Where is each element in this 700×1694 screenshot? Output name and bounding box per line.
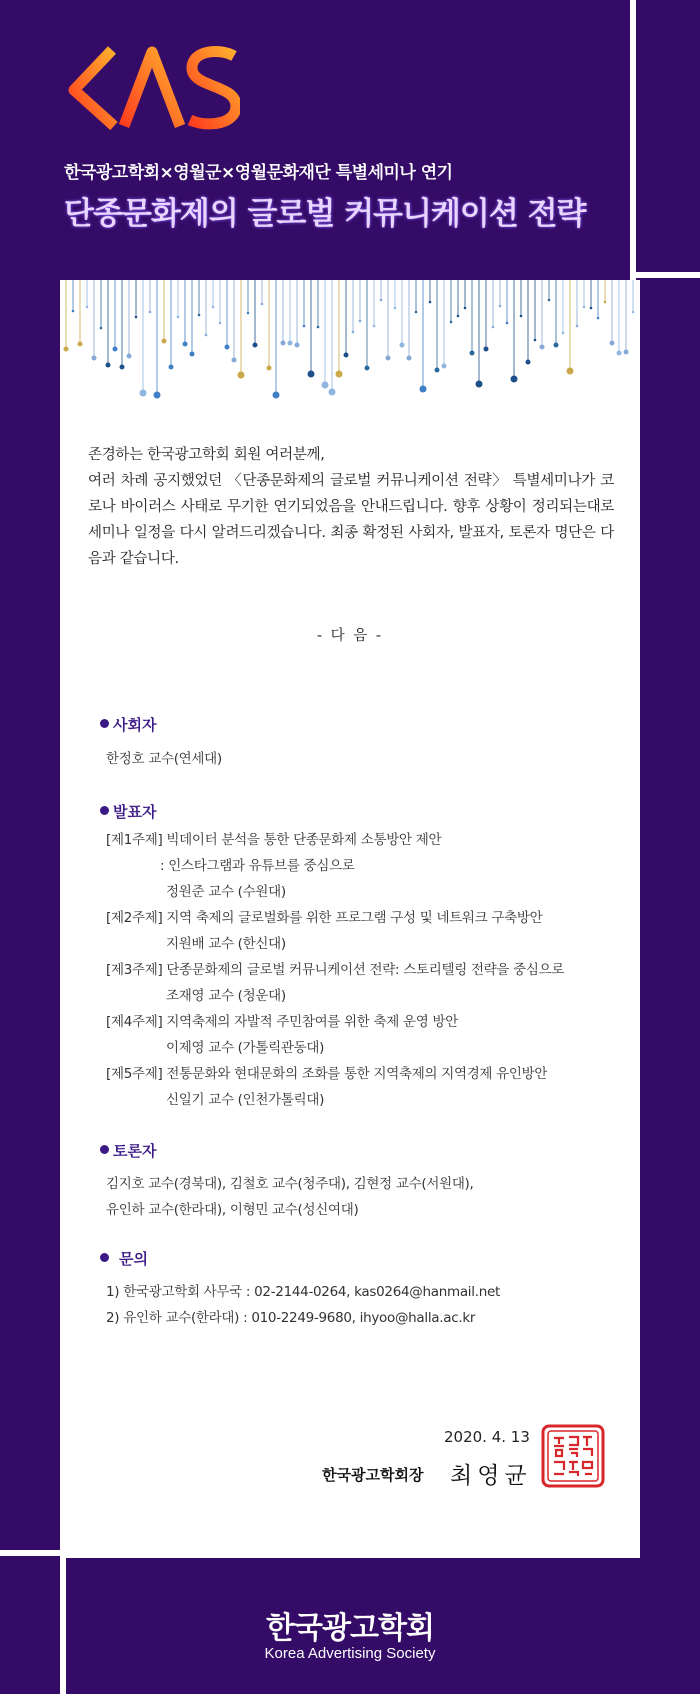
header-subtitle: 한국광고학회×영월군×영월문화재단 특별세미나 연기 [64,163,453,183]
footer-society-name-en: Korea Advertising Society [264,1645,436,1662]
rain-drop [86,306,89,309]
rain-drop [429,301,432,304]
rain-drop [624,350,629,355]
panel-heading-label: 토론자 [113,1142,157,1160]
rain-drop [492,326,495,329]
rain-drop [470,351,475,356]
rain-drop [261,303,264,306]
contact-line: 2) 유인하 교수(한라대) : 010-2249-9680, ihyoo@halla.ac.kr [106,1310,476,1326]
bullet-icon [100,1145,109,1154]
rain-drop [476,381,483,388]
rain-drop [183,342,188,347]
rain-drop [64,347,69,352]
rain-drop [288,341,293,346]
rain-drop [135,316,138,319]
rain-drop [219,322,222,325]
presenter-line: [제2주제] 지역 축제의 글로벌화를 위한 프로그램 구성 및 네트워크 구축방안 [106,910,543,926]
rain-drop [597,317,600,320]
rain-drop [303,325,306,328]
rain-drop [457,315,460,318]
presenter-line: 이제영 교수 (가톨릭관동대) [166,1040,325,1056]
rain-drop [154,392,161,399]
rain-drop [420,386,427,393]
intro-greeting: 존경하는 한국광고학회 회원 여러분께, [88,447,325,463]
rain-drop [576,325,579,328]
signer-title: 한국광고학회장 [322,1466,424,1484]
rain-drop [198,314,201,317]
rain-drop [317,326,320,329]
rain-drop [267,366,272,371]
rain-drop [113,347,118,352]
rain-drop [407,356,412,361]
rain-drop [281,341,286,346]
bullet-icon [100,806,109,815]
rain-drop [464,307,467,310]
rain-drop [149,311,152,314]
rain-drop [617,351,622,356]
rain-drop [100,327,103,330]
rain-drop [548,299,551,302]
presenter-line: : 인스타그램과 유튜브를 중심으로 [160,858,355,874]
presenter-line: [제5주제] 전통문화와 현대문화의 조화를 통한 지역축제의 지역경제 유인방안 [106,1066,548,1082]
rain-drop [632,311,635,314]
rain-drop [72,310,75,313]
rain-drop [394,307,397,310]
rain-drop [225,345,230,350]
rain-drop [247,312,250,315]
moderator-heading-label: 사회자 [113,716,157,734]
rain-drop [380,299,383,302]
rain-drop [604,301,607,304]
contact-heading [100,1248,148,1269]
rain-drop [92,356,97,361]
intro-body: 여러 차례 공지했었던 〈단종문화제의 글로벌 커뮤니케이션 전략〉 특별세미나가 코로나 바이러스 사태로 무기한 연기되었음을 안내드립니다. 향후 상황이 정리되는대로 세미나 일정을 다시 알려드리겠습니다. 최종 확정된 사회자, 발표자, 토론자 명단은 다음과 같습니다. [88,473,614,567]
rain-drop [365,366,370,371]
rain-drop [162,339,167,344]
presenter-line: 정원준 교수 (수원대) [166,884,286,900]
rain-drop [610,341,615,346]
moderator-heading [100,714,156,735]
rain-drop [450,321,453,324]
rain-drop [484,347,489,352]
rain-drop [177,316,180,319]
rain-drop [583,306,586,309]
presenter-line: 신일기 교수 (인천가톨릭대) [166,1092,325,1108]
rain-drop [526,360,531,365]
rain-drop [253,343,258,348]
presenter-line: [제1주제] 빅데이터 분석을 통한 단종문화제 소통방안 제안 [106,832,442,848]
moderator-name: 한정호 교수(연세대) [106,751,222,767]
official-seal-icon [541,1424,605,1488]
rain-drop [499,305,502,308]
rain-drop [373,325,376,328]
rain-drop [140,390,147,397]
rain-drop [127,354,132,359]
rain-drop [554,343,559,348]
rain-drop [435,368,440,373]
header-title: 단종문화제의 글로벌 커뮤니케이션 전략 [64,196,586,232]
rain-drop [352,331,355,334]
notice-card [60,280,640,1558]
rain-drop [205,334,208,337]
panel-line: 김지호 교수(경북대), 김철호 교수(청주대), 김현정 교수(서원대), [106,1176,474,1192]
rain-drop [506,322,509,325]
rain-drop [567,368,574,375]
kas-logo [60,44,240,132]
footer-society-name: 한국광고학회 [266,1611,434,1646]
rain-drop [238,372,245,379]
rain-drop [169,365,174,370]
rain-drop [540,345,545,350]
rain-drop [534,339,537,342]
rain-drop [329,389,336,396]
section-divider: - 다 음 - [316,628,384,644]
frame-line [630,272,700,278]
intro-text [88,442,614,572]
rain-drop [212,306,215,309]
notice-date: 2020. 4. 13 [444,1428,530,1446]
rain-drop [415,311,418,314]
rain-drop [295,343,300,348]
panel-line: 유인하 교수(한라대), 이형민 교수(성신여대) [106,1202,359,1218]
presenters-heading [100,801,156,822]
light-rain-decoration [60,280,640,420]
presenter-line: 지원배 교수 (한신대) [166,936,286,952]
rain-drop [442,364,447,369]
rain-drop [590,307,593,310]
panel-heading [100,1140,156,1161]
presenter-line: 조재영 교수 (청운대) [166,988,286,1004]
rain-drop [336,371,343,378]
presenter-line: [제4주제] 지역축제의 자발적 주민참여를 위한 축제 운영 방안 [106,1014,458,1030]
rain-drop [359,320,362,323]
bullet-icon [100,719,109,728]
frame-line [0,1550,66,1556]
presenters-heading-label: 발표자 [113,803,157,821]
bullet-icon [100,1253,109,1262]
rain-drop [120,365,125,370]
rain-drop [106,363,111,368]
rain-drop [273,392,280,399]
rain-drop [386,356,391,361]
rain-drop [511,376,518,383]
contact-heading-label: 문의 [119,1250,148,1268]
rain-drop [400,343,405,348]
presenter-line: [제3주제] 단종문화제의 글로벌 커뮤니케이션 전략: 스토리텔링 전략을 중심으로 [106,962,565,978]
rain-drop [232,358,237,363]
rain-drop [78,342,83,347]
rain-drop [520,315,523,318]
rain-drop [344,353,349,358]
rain-drop [562,332,565,335]
signer-name: 최영균 [450,1463,532,1489]
contact-line: 1) 한국광고학회 사무국 : 02-2144-0264, kas0264@hanmail.net [106,1284,500,1300]
frame-line [630,0,636,280]
rain-drop [190,352,195,357]
rain-drop [308,371,315,378]
rain-drop [322,382,329,389]
